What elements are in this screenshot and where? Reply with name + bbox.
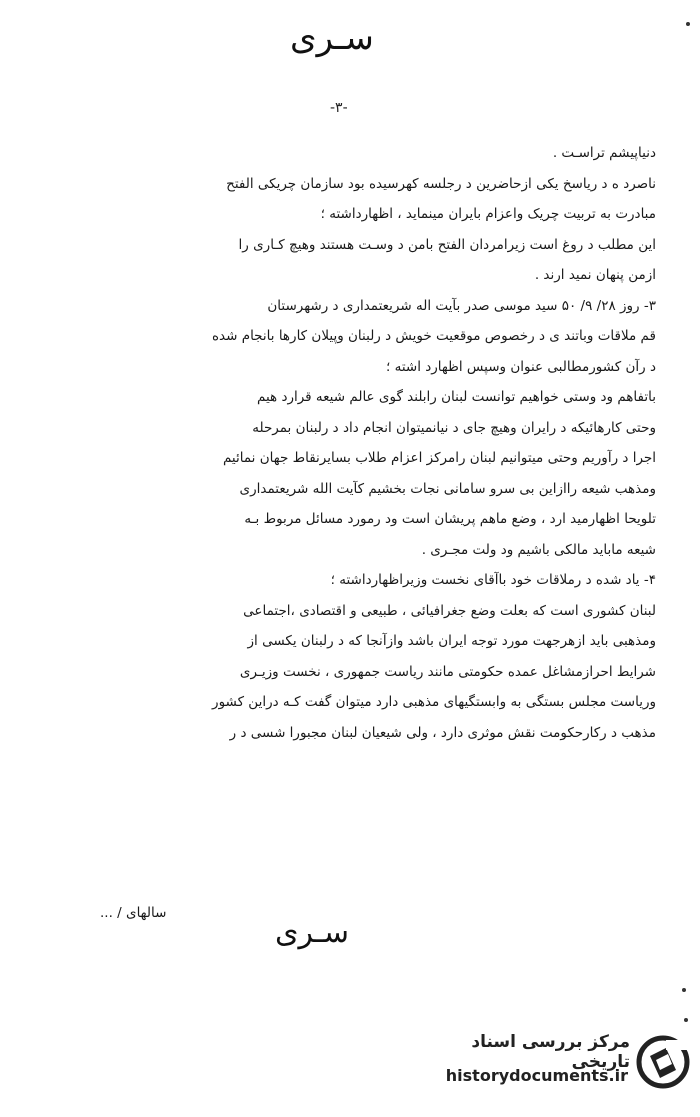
classification-stamp-top: سـری bbox=[290, 18, 374, 58]
text-line: دنیاپیشم تراسـت . bbox=[552, 145, 656, 161]
text-line: ۳- روز ۲۸/ ۹/ ۵۰ سید موسی صدر بآیت اله شریعتمداری د رشهرستان bbox=[267, 297, 656, 314]
text-line: ناصرد ه د ریاسخ یکی ازحاضرین د رجلسه کهرسیده بود سازمان چریکی الفتح bbox=[226, 175, 656, 192]
paragraph-6 bbox=[96, 565, 656, 748]
scan-speck bbox=[682, 988, 686, 992]
text-line: این مطلب د روغ است زیرامردان الفتح بامن د وسـت هستند وهیچ کـاری را bbox=[238, 236, 656, 253]
text-line: ومذهب شیعه راازاین بی سرو سامانی نجات بخشیم کآیت الله شریعتمداری bbox=[239, 480, 656, 497]
paragraph-5 bbox=[96, 382, 656, 565]
text-line: لبنان کشوری است که بعلت وضع جغرافیائی ، طبیعی و اقتصادی ،اجتماعی bbox=[243, 602, 656, 619]
text-line: مذهب د رکارحکومت نقش موثری دارد ، ولی شیعیان لبنان مجبورا شسی د ر bbox=[229, 724, 656, 741]
text-line: ازمن پنهان نمید ارند . bbox=[534, 267, 656, 283]
continuation-line: سالهای / ... bbox=[100, 905, 167, 921]
paragraph-4 bbox=[96, 291, 656, 383]
text-line: د رآن کشورمطالبی عنوان وسپس اظهارد اشته ؛ bbox=[386, 358, 656, 375]
text-line: تلویحا اظهارمید ارد ، وضع ماهم پریشان است ود رمورد مسائل مربوط بـه bbox=[244, 511, 656, 527]
paragraph-3 bbox=[96, 230, 656, 291]
text-line: اجرا د رآوریم وحتی میتوانیم لبنان رامرکز اعزام طلاب بسایرنقاط جهان نمائیم bbox=[222, 450, 656, 466]
document-body bbox=[96, 138, 656, 748]
text-line: شرایط احرازمشاغل عمده حکومتی مانند ریاست جمهوری ، نخست وزیـری bbox=[239, 663, 656, 680]
text-line: وریاست مجلس بستگی به وابستگیهای مذهبی دارد میتوان گفت کـه دراین کشور bbox=[212, 694, 656, 710]
paragraph-2 bbox=[96, 169, 656, 230]
text-line: باتفاهم ود وستی خواهیم توانست لبنان رابلند گوی عالم شیعه قرارد هیم bbox=[256, 389, 656, 405]
text-line: وحتی کارهائیکه د رایران وهیچ جای د نیانمیتوان انجام داد د رلبنان بمرحله bbox=[252, 419, 656, 436]
watermark-url: historydocuments.ir bbox=[445, 1066, 628, 1085]
text-line: مبادرت به تربیت چریک واعزام بایران مینماید ، اظهارداشته ؛ bbox=[320, 206, 656, 222]
watermark-title: مرکز بررسی اسناد تاریخی bbox=[471, 1032, 630, 1072]
scan-speck bbox=[684, 1018, 688, 1022]
text-line: ومذهبی باید ازهرجهت مورد توجه ایران باشد وازآنجا که د رلبنان یکسی از bbox=[247, 633, 656, 649]
archive-watermark bbox=[410, 1026, 690, 1106]
scan-speck bbox=[686, 22, 690, 26]
paragraph-1 bbox=[96, 138, 656, 169]
classification-stamp-bottom: سـری bbox=[275, 915, 349, 950]
text-line: شیعه ماباید مالکی باشیم ود ولت مجـری . bbox=[421, 541, 656, 558]
text-line: ۴- یاد شده د رملاقات خود باآقای نخست وزیراظهارداشته ؛ bbox=[330, 572, 656, 588]
page-number: -۳- bbox=[330, 100, 348, 116]
text-line: قم ملاقات وباتند ی د رخصوص موقعیت خویش د رلبنان وپیلان کارها بانجام شده bbox=[211, 328, 656, 344]
archive-logo-icon bbox=[636, 1030, 690, 1094]
